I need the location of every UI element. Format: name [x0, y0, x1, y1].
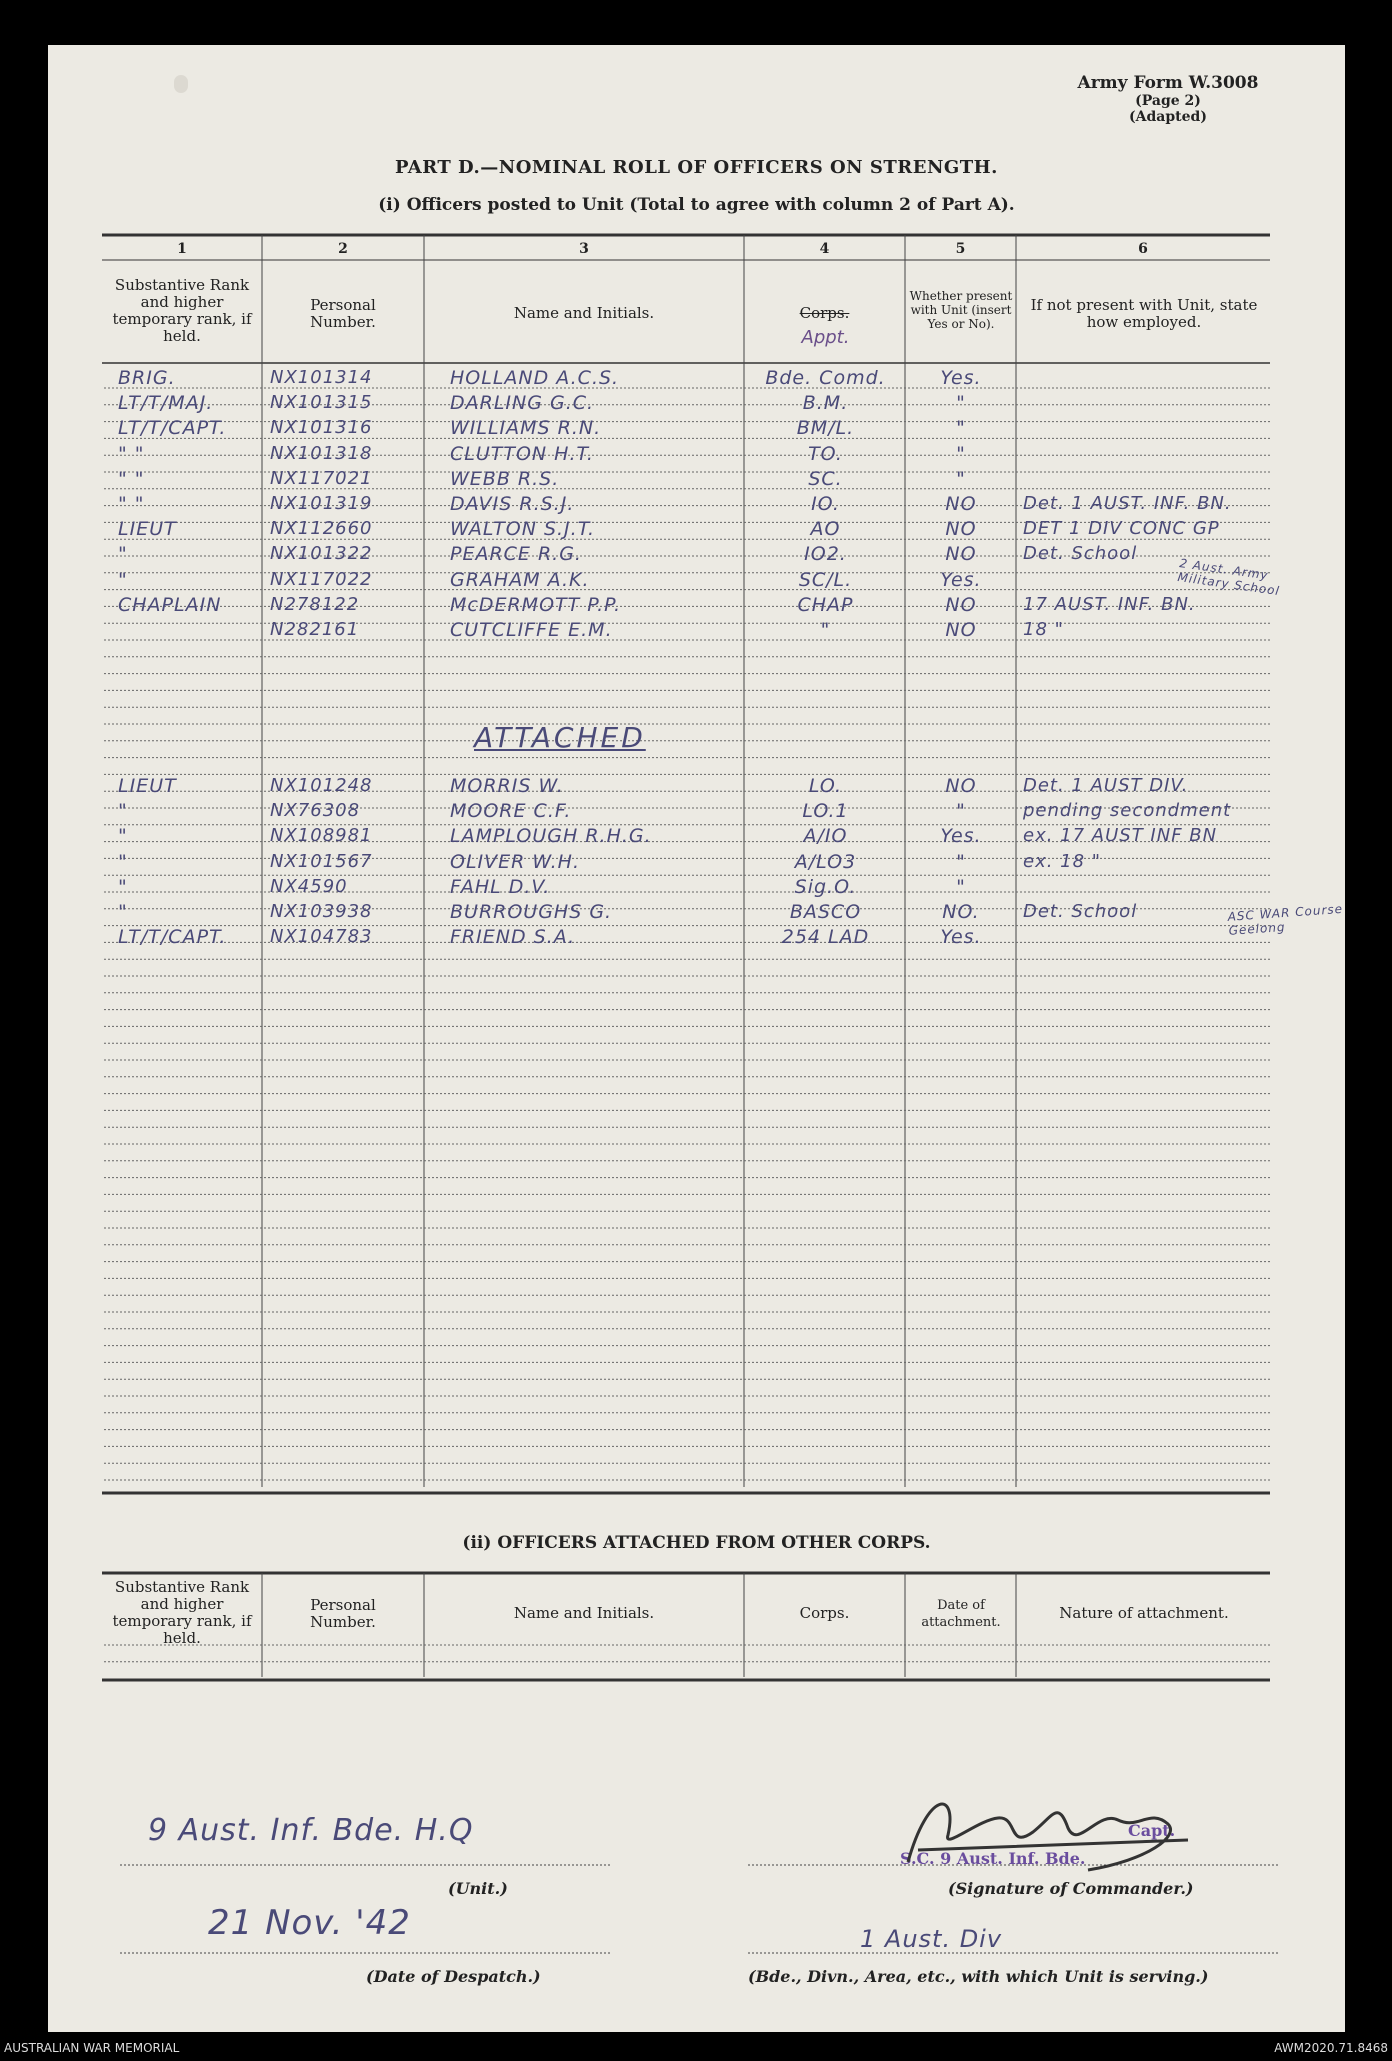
- col-number-2: 2: [338, 241, 348, 257]
- officer-row-number: NX101316: [270, 417, 373, 439]
- officer-row-number: N278122: [270, 593, 360, 615]
- attached-row-name: MOORE C.F.: [450, 800, 572, 823]
- officer-row-corps: CHAP: [797, 593, 854, 616]
- attached-row-rank: ": [118, 825, 128, 848]
- attached-row-employed: Det. 1 AUST DIV.: [1023, 775, 1189, 796]
- header-corps: Corps.: [799, 304, 850, 322]
- officer-row-present: NO: [945, 619, 977, 641]
- officer-row-corps: BM/L.: [796, 417, 855, 440]
- header-present: Whether present with Unit (insert Yes or No).: [909, 289, 1013, 331]
- formation-label: (Bde., Divn., Area, etc., with which Unit is serving.): [748, 1967, 1209, 1986]
- part-heading: PART D.—NOMINAL ROLL OF OFFICERS ON STRENGTH.: [395, 157, 998, 178]
- attached-row-corps: A/IO: [803, 825, 848, 848]
- officer-row-name: HOLLAND A.C.S.: [450, 367, 620, 389]
- header-name: Name and Initials.: [513, 304, 655, 322]
- attached-row-number: NX101567: [270, 850, 373, 872]
- officer-row-present: NO: [945, 593, 977, 616]
- t2-header-name: Name and Initials.: [513, 1604, 655, 1622]
- officer-row-name: GRAHAM A.K.: [450, 568, 590, 591]
- attached-row-name: LAMPLOUGH R.H.G.: [450, 825, 652, 848]
- officer-row-present: Yes.: [940, 568, 982, 591]
- attached-row-present: ": [956, 800, 966, 823]
- attached-row-rank: LT/T/CAPT.: [118, 926, 227, 949]
- unit-value: 9 Aust. Inf. Bde. H.Q: [148, 1813, 474, 1848]
- attached-row-present: NO.: [942, 901, 980, 923]
- officer-row-corps: AO: [810, 518, 841, 541]
- date-label: (Date of Despatch.): [366, 1967, 541, 1986]
- officer-row-number: NX101318: [270, 442, 373, 464]
- attached-row-employed: ex. 18 ": [1023, 850, 1102, 872]
- attached-row-corps: Sig.O.: [794, 875, 857, 898]
- attached-row-employed: pending secondment: [1023, 800, 1232, 822]
- officer-row-number: NX112660: [270, 518, 373, 540]
- attached-label: ATTACHED: [474, 721, 646, 754]
- officer-row-name: WEBB R.S.: [450, 467, 560, 490]
- officer-row-rank: LT/T/MAJ.: [118, 392, 214, 415]
- officer-row-rank: ": [118, 568, 128, 591]
- officer-row-rank: CHAPLAIN: [118, 593, 222, 616]
- attached-row-name: OLIVER W.H.: [450, 850, 580, 873]
- officer-row-rank: " ": [118, 442, 145, 465]
- t2-header-date: Date of attachment.: [921, 1598, 1001, 1630]
- form-page: [48, 45, 1345, 2032]
- date-value: 21 Nov. '42: [208, 1903, 411, 1943]
- officer-row-number: NX117021: [270, 467, 373, 489]
- attached-row-employed: Det. School: [1023, 901, 1138, 922]
- col-number-3: 3: [579, 241, 589, 257]
- officer-row-name: WILLIAMS R.N.: [450, 417, 602, 440]
- attached-row-present: NO: [945, 775, 977, 797]
- form-page-number: (Page 2): [1135, 93, 1201, 109]
- officer-row-corps: SC/L.: [798, 568, 853, 591]
- officer-row-name: DAVIS R.S.J.: [450, 493, 575, 515]
- officer-row-rank: ": [118, 543, 128, 566]
- officer-row-name: CUTCLIFFE E.M.: [450, 619, 613, 641]
- officer-row-corps: ": [820, 619, 831, 641]
- officer-row-number: NX101322: [270, 543, 373, 565]
- form-title: Army Form W.3008: [1077, 73, 1259, 93]
- stamp-sc: S.C. 9 Aust. Inf. Bde.: [900, 1849, 1086, 1868]
- officer-row-name: McDERMOTT P.P.: [450, 593, 622, 616]
- attached-row-corps: BASCO: [789, 901, 862, 923]
- officer-row-rank: " ": [118, 467, 145, 490]
- t2-header-corps: Corps.: [799, 1604, 850, 1622]
- attached-row-rank: ": [118, 800, 128, 823]
- credits-bar: [0, 2032, 1392, 2061]
- attached-row-number: NX104783: [270, 926, 373, 948]
- attached-row-corps: LO.: [808, 775, 843, 797]
- attached-row-rank: ": [118, 850, 128, 873]
- school-note: 2 Aust. Army Military School: [1176, 556, 1281, 599]
- officer-row-corps: Bde. Comd.: [765, 367, 886, 389]
- corps-annotation: Appt.: [801, 327, 850, 348]
- t2-header-nature: Nature of attachment.: [1059, 1604, 1229, 1622]
- attached-row-present: Yes.: [940, 825, 982, 848]
- credit-left: AUSTRALIAN WAR MEMORIAL: [4, 2041, 180, 2055]
- attached-row-name: BURROUGHS G.: [450, 901, 613, 923]
- credit-right: AWM2020.71.8468: [1274, 2041, 1388, 2055]
- col-number-1: 1: [177, 241, 187, 257]
- officer-row-employed: Det. School: [1023, 543, 1138, 565]
- officer-row-present: NO: [945, 493, 977, 515]
- attached-row-name: FAHL D.V.: [450, 875, 551, 898]
- attached-row-corps: LO.1: [802, 800, 849, 823]
- form-adapted: (Adapted): [1129, 109, 1207, 125]
- header-personal-number: Personal Number.: [310, 296, 376, 331]
- officer-row-number: NX101315: [270, 392, 373, 414]
- officer-row-present: ": [956, 467, 966, 490]
- section1-heading: (i) Officers posted to Unit (Total to agree with column 2 of Part A).: [378, 195, 1015, 215]
- officer-row-employed: DET 1 DIV CONC GP: [1023, 518, 1220, 540]
- officer-row-present: NO: [945, 543, 977, 566]
- attached-row-rank: ": [118, 901, 128, 923]
- attached-row-name: MORRIS W.: [450, 775, 564, 797]
- officer-row-employed: 17 AUST. INF. BN.: [1023, 593, 1196, 615]
- attached-row-name: FRIEND S.A.: [450, 926, 576, 949]
- officer-row-name: WALTON S.J.T.: [450, 518, 596, 541]
- officer-row-number: NX101314: [270, 367, 373, 388]
- officer-row-number: N282161: [270, 619, 360, 640]
- attached-row-present: ": [956, 850, 966, 873]
- officer-row-present: ": [956, 442, 966, 465]
- officer-row-employed: Det. 1 AUST. INF. BN.: [1023, 493, 1232, 514]
- officer-row-rank: BRIG.: [118, 367, 176, 389]
- officer-row-rank: LIEUT: [118, 518, 177, 541]
- formation-value: 1 Aust. Div: [860, 1925, 1003, 1953]
- col-number-6: 6: [1138, 241, 1148, 257]
- officer-row-rank: " ": [118, 493, 145, 515]
- commander-signature: [888, 1780, 1218, 1880]
- header-rank: Substantive Rank and higher temporary rank, if held.: [112, 276, 252, 345]
- officer-row-corps: SC.: [808, 467, 843, 490]
- attached-row-employed: ex. 17 AUST INF BN: [1023, 825, 1218, 847]
- officer-row-number: NX101319: [270, 493, 373, 514]
- asc-note: ASC WAR Course Geelong: [1227, 901, 1344, 938]
- officer-row-employed: 18 ": [1023, 619, 1064, 640]
- t2-header-rank: Substantive Rank and higher temporary rank, if held.: [112, 1578, 252, 1647]
- t2-header-personal-number: Personal Number.: [310, 1596, 376, 1631]
- attached-row-present: Yes.: [940, 926, 982, 949]
- officer-row-present: ": [956, 392, 966, 415]
- signature-label: (Signature of Commander.): [948, 1879, 1194, 1898]
- officer-row-corps: IO.: [811, 493, 840, 515]
- officer-row-corps: TO.: [808, 442, 843, 465]
- officer-row-corps: IO2.: [804, 543, 847, 566]
- officer-row-name: PEARCE R.G.: [450, 543, 582, 566]
- attached-row-number: NX76308: [270, 800, 361, 822]
- officer-row-present: NO: [945, 518, 977, 541]
- officer-row-name: CLUTTON H.T.: [450, 442, 594, 465]
- attached-row-number: NX4590: [270, 875, 348, 897]
- attached-row-number: NX108981: [270, 825, 373, 847]
- unit-label: (Unit.): [448, 1879, 508, 1898]
- col-number-5: 5: [955, 241, 966, 257]
- officer-row-corps: B.M.: [802, 392, 849, 415]
- attached-row-present: ": [956, 875, 966, 898]
- officer-row-number: NX117022: [270, 568, 373, 590]
- attached-row-rank: ": [118, 875, 128, 898]
- section2-heading: (ii) OFFICERS ATTACHED FROM OTHER CORPS.: [462, 1533, 931, 1553]
- attached-row-number: NX101248: [270, 775, 373, 796]
- officer-row-rank: LT/T/CAPT.: [118, 417, 227, 440]
- col-number-4: 4: [819, 241, 830, 257]
- officer-row-present: Yes.: [940, 367, 982, 389]
- attached-row-rank: LIEUT: [118, 775, 177, 797]
- attached-row-corps: 254 LAD: [781, 926, 870, 949]
- officer-row-present: ": [956, 417, 966, 440]
- officer-row-name: DARLING G.C.: [450, 392, 595, 415]
- attached-row-number: NX103938: [270, 901, 373, 922]
- header-employed: If not present with Unit, state how employed.: [1030, 296, 1258, 331]
- stamp-capt: Capt.: [1128, 1821, 1176, 1840]
- attached-row-corps: A/LO3: [794, 850, 857, 873]
